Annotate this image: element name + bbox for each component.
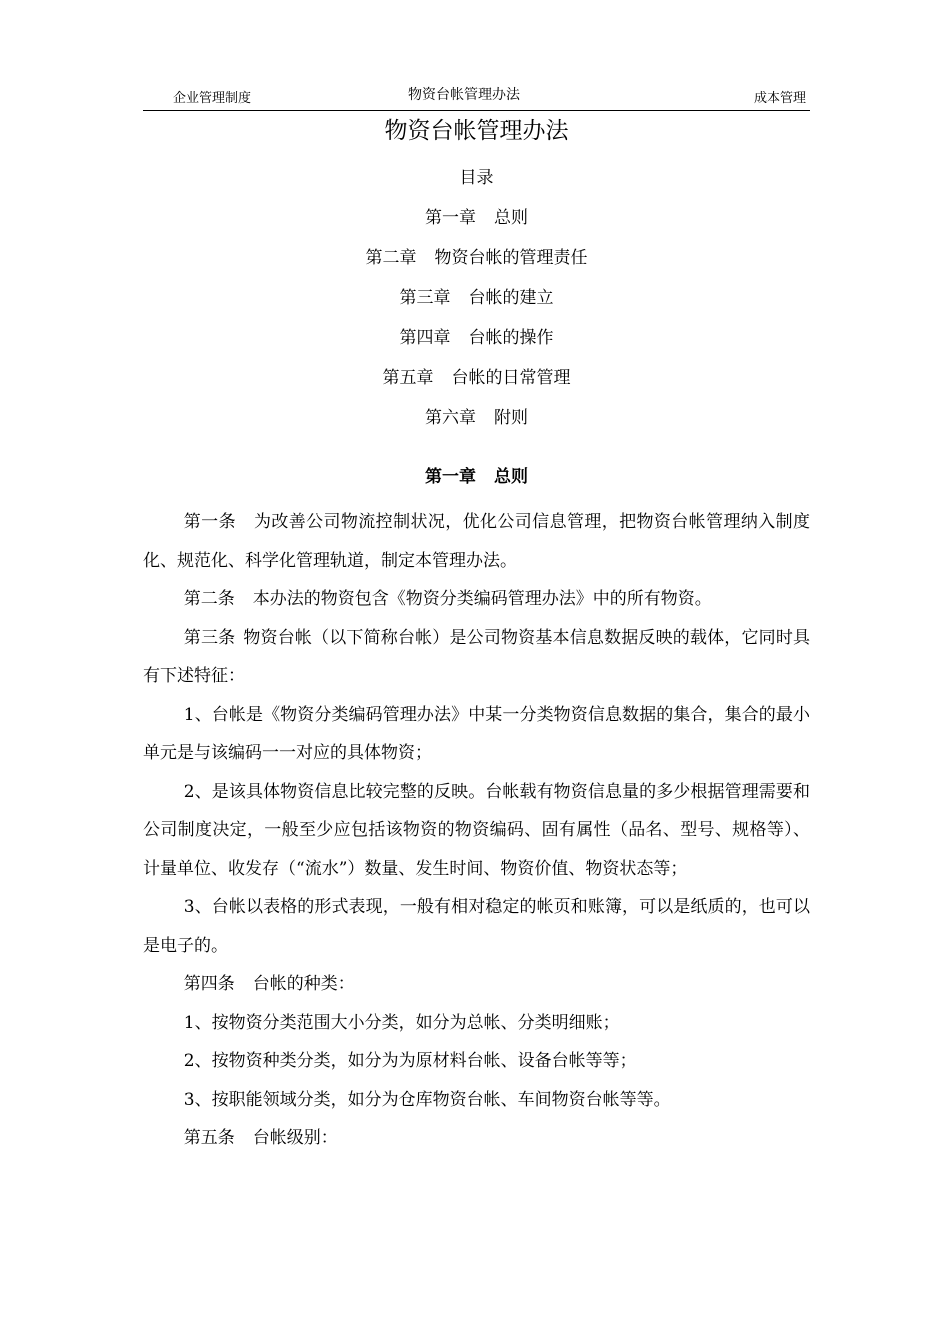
toc-heading: 目录 (459, 168, 494, 188)
toc-item (143, 404, 810, 444)
article-label: 第五条 (183, 1128, 235, 1148)
paragraph-text: 物资台帐（以下简称台帐）是公司物资基本信息数据反映的载体，它同时具有下述特征： (143, 627, 811, 686)
list-paragraph (143, 1042, 810, 1081)
toc-item-number: 第五章 (382, 368, 434, 388)
article-label: 第一条 (183, 512, 236, 532)
article-paragraph (143, 580, 810, 619)
toc-item-number: 第四章 (399, 328, 451, 348)
list-paragraph (143, 888, 810, 965)
toc-item (143, 364, 810, 404)
toc-item-title: 台帐的建立 (468, 288, 554, 308)
article-paragraph (143, 503, 810, 580)
chapter-number: 第一章 (425, 467, 476, 487)
toc-item (143, 324, 810, 364)
article-label: 第二条 (183, 589, 235, 609)
toc-item (143, 284, 810, 324)
toc-item (143, 204, 810, 244)
article-paragraph (143, 619, 810, 696)
header-right-text: 成本管理 (753, 91, 806, 106)
list-paragraph (143, 773, 810, 889)
toc-item-number: 第三章 (399, 288, 451, 308)
paragraph-text: 1、台帐是《物资分类编码管理办法》中某一分类物资信息数据的集合，集合的最小单元是与该编码一一对应的具体物资； (143, 704, 810, 763)
paragraph-text: 3、台帐以表格的形式表现，一般有相对稳定的帐页和账簿，可以是纸质的，也可以是电子的。 (143, 897, 810, 956)
toc-item-title: 台帐的日常管理 (451, 368, 571, 388)
paragraph-text: 3、按职能领域分类，如分为仓库物资台帐、车间物资台帐等等。 (183, 1089, 671, 1110)
article-paragraph (143, 1119, 810, 1158)
paragraph-text: 2、是该具体物资信息比较完整的反映。台帐载有物资信息量的多少根据管理需要和公司制度决定，一般至少应包括该物资的物资编码、固有属性（品名、型号、规格等）、计量单位、收发存（“流水”）数量、发生时间、物资价值、物资状态等； (143, 781, 810, 879)
paragraph-text: 台帐的种类： (252, 974, 355, 994)
chapter-heading (143, 463, 810, 491)
chapter-body (143, 503, 810, 1158)
toc-item-number: 第二章 (365, 248, 417, 268)
header-left-text: 企业管理制度 (173, 91, 252, 106)
table-of-contents (143, 204, 810, 444)
toc-item-number: 第一章 (425, 208, 476, 228)
paragraph-text: 台帐级别： (252, 1128, 338, 1148)
list-paragraph (143, 696, 810, 773)
article-label: 第四条 (183, 974, 235, 994)
list-paragraph (143, 1004, 810, 1043)
toc-item-title: 物资台帐的管理责任 (434, 248, 588, 268)
article-label: 第三条 (183, 627, 236, 648)
paragraph-text: 为改善公司物流控制状况，优化公司信息管理，把物资台帐管理纳入制度化、规范化、科学化管理轨道，制定本管理办法。 (143, 512, 811, 571)
paragraph-text: 1、按物资分类范围大小分类，如分为总帐、分类明细账； (183, 1012, 620, 1033)
article-paragraph (143, 965, 810, 1004)
header-center-text: 物资台帐管理办法 (408, 87, 520, 103)
paragraph-text: 本办法的物资包含《物资分类编码管理办法》中的所有物资。 (252, 589, 712, 609)
toc-item-title: 附则 (494, 408, 528, 428)
chapter-title: 总则 (494, 467, 528, 487)
toc-item-title: 总则 (494, 208, 528, 228)
list-paragraph (143, 1081, 810, 1120)
toc-item-title: 台帐的操作 (468, 328, 554, 348)
page-header (143, 84, 810, 111)
document-title: 物资台帐管理办法 (384, 118, 569, 144)
toc-item-number: 第六章 (425, 408, 476, 428)
toc-item (143, 244, 810, 284)
paragraph-text: 2、按物资种类分类，如分为为原材料台帐、设备台帐等等； (183, 1051, 637, 1071)
